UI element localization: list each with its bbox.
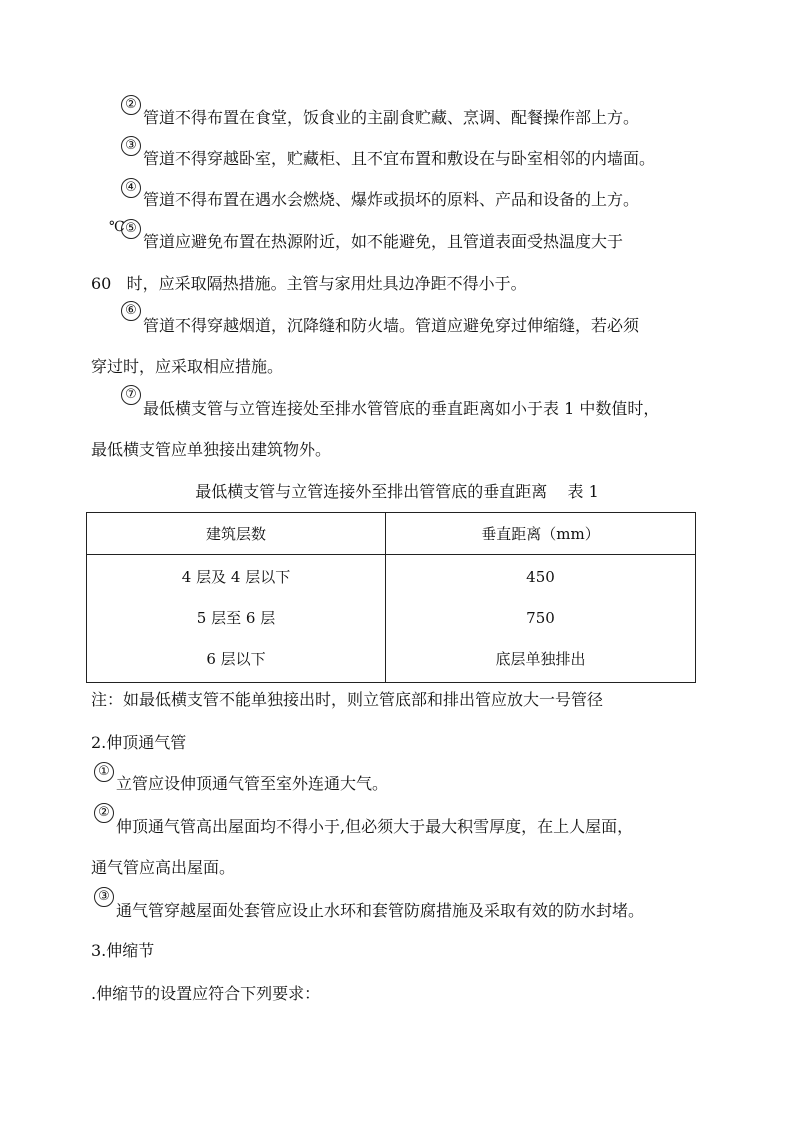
degree-symbol: ℃ [109,219,125,235]
paragraph-text: 伸顶通气管高出屋面均不得小于,但必须大于最大积雪厚度，在上人屋面， [116,817,634,836]
table-body-row [87,555,696,683]
table-column-floors [87,555,386,683]
item-marker: ⑦ [121,385,141,405]
table-cell: 5 层至 6 层 [196,609,276,627]
item-marker: ③ [94,887,114,907]
item-marker: ② [94,803,114,823]
item-marker: ④ [121,178,141,198]
paragraph-text: .伸缩节的设置应符合下列要求： [91,984,321,1003]
distance-table [86,512,696,683]
item-marker: ⑤ [121,219,141,239]
item-marker: ① [94,762,114,782]
table-header-cell: 建筑层数 [87,513,386,555]
paragraph-text: 最低横支管与立管连接处至排水管管底的垂直距离如小于表 1 中数值时， [143,399,660,418]
paragraph-text: 管道不得穿越卧室，贮藏柜、且不宜布置和敷设在与卧室相邻的内墙面。 [143,149,656,168]
paragraph-text: 立管应设伸顶通气管至室外连通大气。 [116,774,389,793]
paragraph-text: 管道不得布置在遇水会燃烧、爆炸或损坏的原料、产品和设备的上方。 [143,190,640,209]
table-header-cell: 垂直距离（mm） [386,513,696,555]
item-marker: ⑥ [121,301,141,321]
table-cell: 450 [526,568,555,586]
table-caption: 最低横支管与立管连接外至排出管管底的垂直距离 表 1 [195,482,599,501]
section-heading: 2.伸顶通气管 [91,733,187,752]
table-cell: 6 层以下 [206,650,266,668]
paragraph-text: 管道不得布置在食堂，饭食业的主副食贮藏、烹调、配餐操作部上方。 [143,108,640,127]
table-header-row [87,513,696,555]
paragraph-text: 管道应避免布置在热源附近，如不能避免，且管道表面受热温度大于 [143,232,624,251]
paragraph-text: 穿过时，应采取相应措施。 [91,357,284,376]
paragraph-text: 最低横支管应单独接出建筑物外。 [91,440,332,459]
paragraph-text: 管道不得穿越烟道，沉降缝和防火墙。管道应避免穿过伸缩缝，若必须 [143,316,640,335]
table-cell: 底层单独排出 [495,650,586,668]
table-cell: 750 [526,609,555,627]
item-marker: ③ [121,136,141,156]
paragraph-text: 通气管应高出屋面。 [91,858,236,877]
table-column-distance [386,555,696,683]
paragraph-text: 通气管穿越屋面处套管应设止水环和套管防腐措施及采取有效的防水封堵。 [116,901,645,920]
section-heading: 3.伸缩节 [91,941,155,960]
table-cell: 4 层及 4 层以下 [181,568,291,586]
item-marker: ② [121,95,141,115]
table-note: 注：如最低横支管不能单独接出时，则立管底部和排出管应放大一号管径 [91,690,604,709]
paragraph-text: 60 时，应采取隔热措施。主管与家用灶具边净距不得小于。 [91,274,527,293]
